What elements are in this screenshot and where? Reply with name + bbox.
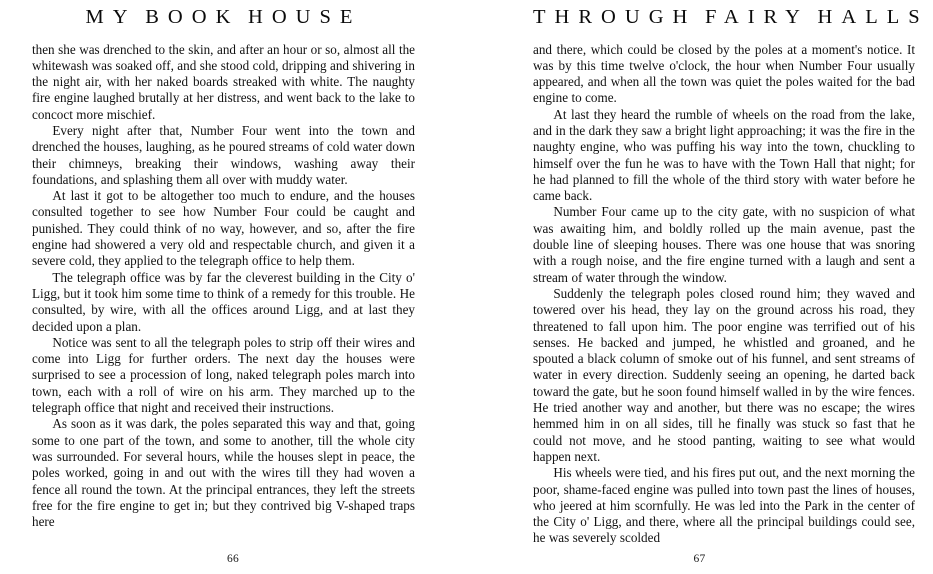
- paragraph: Suddenly the telegraph poles closed round him; they waved and towered over his head, they lay on the ground across his road, they threatened to fall upon him. The poor engine was terrified out of his senses. He backed and jumped, he whistled and groaned, and he spouted a black column of smoke out of his funnel, and sent streams of water in every direction. Suddenly seeing an opening, he darted back toward the gate, but he soon found himself walled in by the wire fences. He tried another way and another, but there was no escape; the wires hemmed him in on all sides, till he finally was stuck so fast that he could not move, and he stood panting, waiting to see what would happen next.: [533, 285, 915, 464]
- paragraph: and there, which could be closed by the poles at a moment's notice. It was by this time twelve o'clock, the hour when Number Four usually appeared, and when all the town was quiet the poles waited for the bad engine to come.: [533, 41, 915, 106]
- paragraph: then she was drenched to the skin, and after an hour or so, almost all the whitewash was soaked off, and she stood cold, dripping and shivering in the night air, with her naked boards streaked with white. The naughty fire engine laughed brutally at her distress, and went back to the lake to concoct more mischief.: [32, 41, 415, 122]
- running-head-word: HOUSE: [248, 6, 362, 28]
- running-head-word: MY: [85, 6, 137, 28]
- right-running-head: [533, 0, 929, 28]
- left-body-text: [32, 28, 415, 531]
- left-running-head: [32, 0, 415, 28]
- paragraph: At last it got to be altogether too much to endure, and the houses consulted together to see how Number Four could be caught and punished. They could think of no way, however, and so, after the fire engine had showered a very old and respectable church, and given it a severe cold, they applied to the telegraph office to help them.: [32, 188, 415, 269]
- running-head-word: THROUGH: [533, 6, 697, 28]
- paragraph: Number Four came up to the city gate, with no suspicion of what was awaiting him, and boldly rolled up the main avenue, past the double line of sleeping houses. There was one house that was snoring with a rough noise, and the fire engine turned with a laugh and sent a stream of water through the window.: [533, 204, 915, 285]
- running-head-word: FAIRY: [704, 6, 809, 28]
- paragraph: Every night after that, Number Four went into the town and drenched the houses, laughing, as he poured streams of cold water down their chimneys, breaking their windows, washing away their foundations, and splashing them all over with muddy water.: [32, 122, 415, 187]
- running-head-word: HALLS: [817, 6, 929, 28]
- paragraph: Notice was sent to all the telegraph poles to strip off their wires and come into Ligg for further orders. The next day the houses were surprised to see a procession of long, naked telegraph poles march into town, each with a roll of wire on his arm. They marched up to the telegraph office that night and received their instructions.: [32, 334, 415, 416]
- right-page: [466, 0, 933, 574]
- right-page-number: 67: [693, 553, 706, 565]
- running-head-word: BOOK: [145, 6, 240, 28]
- paragraph: His wheels were tied, and his fires put out, and the next morning the poor, shame-faced engine was pulled into town past the lines of houses, who jeered at him scornfully. He was led into the Park in the center of the City o' Ligg, and there, where all the principal buildings could see, he was severely scolded: [533, 465, 915, 546]
- right-body-text: [533, 28, 915, 547]
- left-page: [0, 0, 466, 574]
- paragraph: The telegraph office was by far the cleverest building in the City o' Ligg, but it took him some time to think of a remedy for this trouble. He consulted, by wire, with all the offices around Ligg, and at last they decided upon a plan.: [32, 269, 415, 334]
- paragraph: As soon as it was dark, the poles separated this way and that, going some to one part of the town, and some to another, till the whole city was surrounded. For several hours, while the houses slept in peace, the poles worked, going in and out with the wires till they had woven a fence all round the town. At the principal entrances, they left the streets free for the fire engine to get in; but they contrived big V-shaped traps here: [32, 416, 415, 530]
- left-page-number: 66: [227, 553, 239, 565]
- paragraph: At last they heard the rumble of wheels on the road from the lake, and in the dark they saw a bright light approaching; it was the fire in the naughty engine, who was puffing his way into the town, chuckling to himself over the fun he was to have with the Town Hall that night; for he had planned to fill the whole of the third story with water before he came back.: [533, 106, 915, 204]
